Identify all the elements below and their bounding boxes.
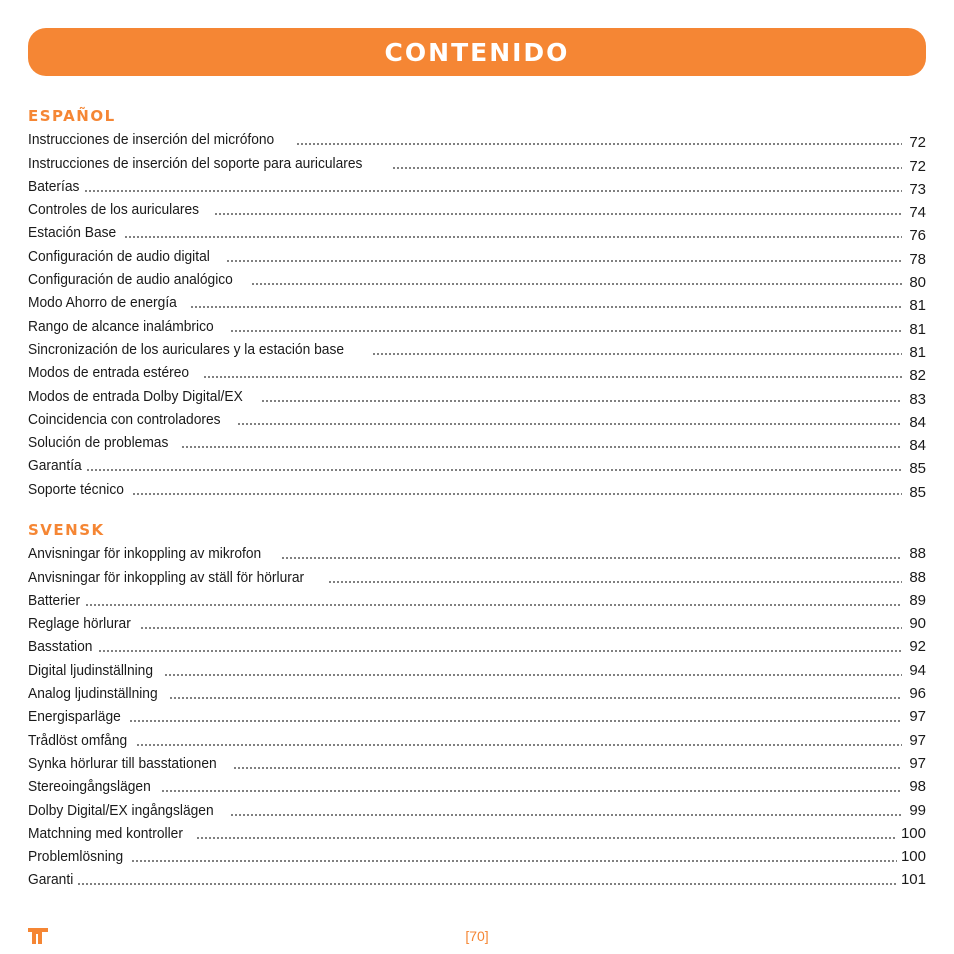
dot-leader (226, 260, 902, 262)
toc-entry-title: Reglage hörlurar (28, 615, 131, 633)
toc-entry-page: 100 (900, 824, 926, 842)
toc-entry[interactable] (28, 452, 926, 478)
toc-entry-title: Baterías (28, 177, 80, 195)
dot-leader (196, 837, 897, 839)
toc-entry[interactable] (28, 680, 926, 703)
dot-leader (233, 767, 902, 769)
section-espanol (28, 106, 926, 499)
toc-entry-title: Digital ljudinställning (28, 661, 154, 679)
toc-entry-title: Matchning med kontroller (28, 824, 183, 842)
dot-leader (251, 283, 902, 285)
toc-entry-page: 72 (909, 134, 926, 152)
toc-entry[interactable] (28, 406, 926, 429)
toc-entry[interactable] (28, 336, 926, 359)
dot-leader (129, 720, 902, 722)
toc-entry-title: Modos de entrada estéreo (28, 364, 190, 382)
toc-entry[interactable] (28, 266, 926, 292)
dot-leader (124, 236, 902, 238)
toc-entry[interactable] (28, 289, 926, 315)
toc-entry-title: Basstation (28, 638, 93, 656)
dot-leader (281, 557, 902, 559)
toc-entry[interactable] (28, 126, 926, 152)
dot-leader (230, 330, 902, 332)
dot-leader (161, 790, 902, 792)
toc-entry-title: Configuración de audio analógico (28, 271, 233, 289)
toc-entry-page: 76 (909, 227, 926, 245)
toc-list (28, 126, 926, 499)
toc-entry[interactable] (28, 242, 926, 268)
toc-entry-title: Garanti (28, 871, 74, 889)
toc-entry-title: Batterier (28, 591, 81, 609)
dot-leader (136, 744, 902, 746)
toc-entry-page: 80 (909, 274, 926, 292)
toc-entry-page: 101 (900, 871, 926, 889)
dot-leader (190, 306, 902, 308)
toc-entry[interactable] (28, 587, 926, 610)
toc-entry[interactable] (28, 656, 926, 679)
toc-entry[interactable] (28, 610, 926, 633)
toc-entry-page: 81 (909, 297, 926, 315)
toc-entry-title: Modo Ahorro de energía (28, 294, 177, 312)
page-number: [70] (465, 928, 489, 944)
toc-entry-page: 89 (909, 591, 926, 609)
toc-entry-page: 96 (909, 685, 926, 703)
toc-entry-page: 97 (909, 708, 926, 726)
dot-leader (132, 493, 902, 495)
toc-entry-title: Dolby Digital/EX ingångslägen (28, 801, 214, 819)
toc-entry-page: 74 (909, 204, 926, 222)
toc-entry[interactable] (28, 820, 926, 843)
toc-entry-page: 99 (909, 801, 926, 819)
header-banner (28, 28, 926, 76)
toc-entry-title: Trådlöst omfång (28, 731, 128, 749)
dot-leader (328, 581, 902, 583)
dot-leader (86, 469, 902, 471)
toc-list (28, 540, 926, 889)
toc-entry-title: Anvisningar för inkoppling av ställ för hörlurar (28, 568, 305, 586)
toc-entry-page: 84 (909, 413, 926, 431)
toc-entry-page: 81 (909, 320, 926, 338)
toc-entry[interactable] (28, 219, 926, 245)
dot-leader (84, 190, 902, 192)
toc-entry-title: Soporte técnico (28, 480, 124, 498)
toc-entry[interactable] (28, 475, 926, 501)
toc-entry-title: Sincronización de los auriculares y la estación base (28, 340, 345, 358)
dot-leader (169, 697, 902, 699)
toc-entry[interactable] (28, 149, 926, 175)
toc-entry-page: 85 (909, 460, 926, 478)
dot-leader (372, 353, 902, 355)
toc-entry-page: 97 (909, 754, 926, 772)
dot-leader (164, 674, 902, 676)
toc-entry[interactable] (28, 540, 926, 563)
toc-entry-page: 81 (909, 343, 926, 361)
toc-entry-title: Configuración de audio digital (28, 247, 210, 265)
toc-entry-page: 97 (909, 731, 926, 749)
toc-entry[interactable] (28, 382, 926, 408)
toc-entry-page: 94 (909, 661, 926, 679)
toc-entry-page: 88 (909, 568, 926, 586)
toc-entry-page: 72 (909, 157, 926, 175)
dot-leader (98, 650, 902, 652)
toc-entry[interactable] (28, 703, 926, 726)
dot-leader (181, 446, 902, 448)
toc-entry[interactable] (28, 843, 926, 866)
dot-leader (261, 400, 902, 402)
toc-entry-page: 85 (909, 483, 926, 501)
toc-entry[interactable] (28, 773, 926, 796)
toc-entry[interactable] (28, 750, 926, 773)
toc-entry[interactable] (28, 173, 926, 196)
toc-entry-title: Estación Base (28, 224, 117, 242)
toc-entry-page: 84 (909, 437, 926, 455)
dot-leader (214, 213, 902, 215)
dot-leader (85, 604, 902, 606)
dot-leader (203, 376, 902, 378)
toc-entry-page: 100 (900, 848, 926, 866)
toc-entry-title: Analog ljudinställning (28, 685, 158, 703)
dot-leader (296, 143, 902, 145)
toc-entry-title: Coincidencia con controladores (28, 410, 221, 428)
toc-entry[interactable] (28, 429, 926, 455)
toc-entry-page: 73 (909, 180, 926, 198)
toc-entry-page: 90 (909, 615, 926, 633)
toc-entry[interactable] (28, 196, 926, 222)
toc-entry[interactable] (28, 796, 926, 819)
dot-leader (140, 627, 902, 629)
dot-leader (230, 814, 902, 816)
toc-entry[interactable] (28, 726, 926, 749)
section-heading: ESPAÑOL (28, 107, 116, 125)
toc-entry-title: Instrucciones de inserción del soporte para auriculares (28, 154, 363, 172)
toc-entry-page: 88 (909, 545, 926, 563)
section-svensk (28, 520, 926, 889)
toc-entry-page: 92 (909, 638, 926, 656)
toc-entry[interactable] (28, 633, 926, 656)
toc-entry-title: Problemlösning (28, 848, 124, 866)
toc-entry-page: 78 (909, 250, 926, 268)
toc-entry-title: Modos de entrada Dolby Digital/EX (28, 387, 243, 405)
toc-entry[interactable] (28, 866, 926, 889)
toc-entry-title: Instrucciones de inserción del micrófono (28, 131, 275, 149)
toc-entry-title: Anvisningar för inkoppling av mikrofon (28, 545, 262, 563)
toc-entry-title: Rango de alcance inalámbrico (28, 317, 214, 335)
toc-entry-page: 82 (909, 367, 926, 385)
toc-entry-title: Energisparläge (28, 708, 121, 726)
dot-leader (237, 423, 902, 425)
toc-entry[interactable] (28, 359, 926, 385)
toc-entry-title: Stereoingångslägen (28, 778, 151, 796)
section-heading: SVENSK (28, 521, 105, 539)
toc-entry[interactable] (28, 312, 926, 338)
dot-leader (131, 860, 897, 862)
dot-leader (392, 167, 902, 169)
toc-entry-title: Synka hörlurar till basstationen (28, 754, 217, 772)
toc-entry-title: Controles de los auriculares (28, 201, 200, 219)
page-title: CONTENIDO (384, 37, 570, 67)
toc-entry-title: Garantía (28, 457, 82, 475)
toc-entry-title: Solución de problemas (28, 434, 169, 452)
toc-entry-page: 98 (909, 778, 926, 796)
toc-entry-page: 83 (909, 390, 926, 408)
toc-entry[interactable] (28, 563, 926, 586)
dot-leader (77, 883, 897, 885)
